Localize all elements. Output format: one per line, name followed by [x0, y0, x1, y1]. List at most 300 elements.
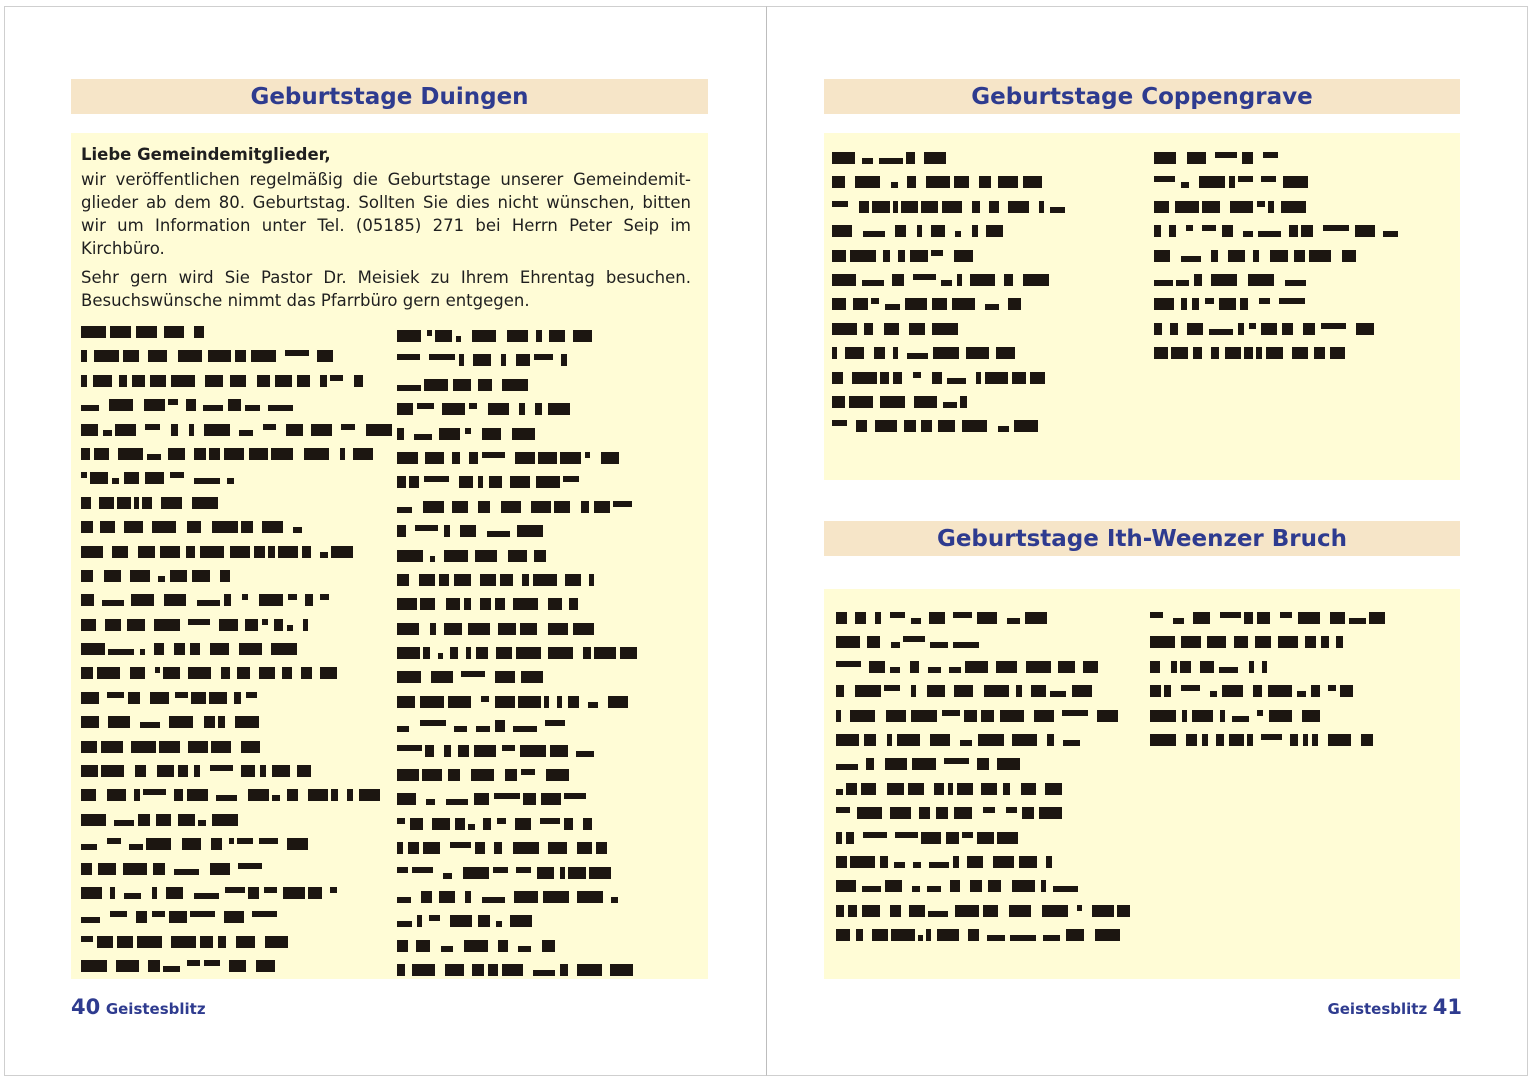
redaction-block — [1186, 734, 1197, 746]
redaction-block — [317, 350, 333, 362]
redaction-block — [1283, 176, 1308, 188]
redaction-block — [549, 330, 565, 342]
redaction-block — [1154, 152, 1176, 164]
redaction-block — [952, 298, 975, 310]
redaction-block — [1262, 661, 1267, 673]
redaction-block — [1019, 856, 1037, 868]
redaction-block — [1053, 886, 1078, 892]
redaction-block — [1009, 905, 1031, 917]
intro-text — [81, 143, 691, 318]
redaction-block — [856, 420, 867, 432]
redaction-block — [397, 354, 420, 360]
redaction-block — [1150, 710, 1176, 722]
redaction-block — [495, 598, 505, 610]
redacted-entry — [81, 567, 381, 591]
redaction-block — [397, 940, 408, 952]
redaction-block — [977, 612, 997, 624]
redaction-block — [864, 734, 876, 746]
redaction-block — [81, 643, 105, 655]
redaction-block — [103, 430, 112, 436]
redaction-block — [565, 574, 581, 586]
redaction-block — [427, 330, 432, 336]
redaction-block — [944, 758, 969, 764]
redaction-block — [397, 525, 406, 537]
redacted-entry — [81, 543, 381, 567]
redaction-block — [1289, 225, 1298, 237]
redaction-block — [1095, 929, 1120, 941]
redaction-block — [81, 741, 97, 753]
heading-duingen: Geburtstage Duingen — [71, 79, 708, 114]
redaction-block — [124, 472, 139, 484]
redaction-block — [1244, 347, 1253, 359]
redaction-block — [1164, 685, 1171, 697]
redaction-block — [1150, 734, 1176, 746]
redaction-block — [954, 176, 969, 188]
redaction-block — [948, 783, 953, 795]
redaction-block — [983, 905, 998, 917]
redacted-entry — [836, 877, 1136, 901]
redaction-block — [514, 891, 538, 903]
redaction-block — [987, 935, 1005, 941]
redaction-block — [538, 452, 557, 464]
redaction-block — [1023, 274, 1049, 286]
redaction-block — [463, 867, 489, 879]
redaction-block — [1314, 347, 1325, 359]
redaction-block — [475, 550, 497, 562]
redaction-block — [1181, 256, 1201, 262]
redaction-block — [297, 765, 311, 777]
redaction-block — [1268, 201, 1274, 213]
redaction-block — [452, 501, 468, 513]
redaction-block — [178, 814, 195, 826]
redaction-block — [1097, 710, 1118, 722]
redaction-block — [495, 720, 505, 732]
redaction-block — [1202, 201, 1220, 213]
redacted-entry — [81, 860, 381, 884]
redaction-block — [308, 789, 328, 801]
redaction-block — [241, 741, 260, 753]
redaction-block — [81, 497, 91, 509]
redacted-entry — [81, 347, 381, 371]
redaction-block — [884, 685, 900, 691]
redaction-block — [1023, 176, 1042, 188]
redaction-block — [124, 521, 143, 533]
redaction-block — [1046, 856, 1052, 868]
redaction-block — [409, 476, 419, 488]
magazine-name-right: Geistesblitz — [1327, 1000, 1428, 1018]
redaction-block — [241, 765, 255, 777]
redaction-block — [852, 372, 877, 384]
redaction-block — [397, 403, 413, 415]
redaction-block — [879, 158, 903, 164]
redaction-block — [1205, 298, 1214, 304]
redacted-entry — [397, 717, 697, 741]
redaction-block — [516, 354, 530, 366]
redaction-block — [138, 546, 155, 558]
redaction-block — [414, 434, 432, 440]
redaction-block — [102, 600, 124, 606]
redaction-block — [836, 636, 860, 648]
redaction-block — [979, 176, 991, 188]
redaction-block — [1193, 347, 1202, 359]
redaction-block — [110, 887, 115, 899]
redaction-block — [887, 783, 904, 795]
redaction-block — [454, 726, 467, 732]
redaction-block — [439, 574, 449, 586]
redaction-block — [588, 702, 598, 708]
redaction-block — [81, 375, 87, 387]
redaction-block — [953, 642, 979, 648]
footer-left — [71, 995, 206, 1019]
redacted-entry — [836, 682, 1136, 706]
page-number-left: 40 — [71, 995, 101, 1019]
redaction-block — [1240, 298, 1248, 310]
redaction-block — [100, 521, 115, 533]
redaction-block — [867, 636, 880, 648]
redaction-block — [171, 424, 178, 436]
redaction-block — [1261, 734, 1282, 740]
duingen-list-right — [397, 327, 697, 986]
redaction-block — [331, 546, 353, 558]
redacted-entry — [81, 762, 381, 786]
redaction-block — [190, 643, 200, 655]
redaction-block — [955, 231, 961, 237]
redaction-block — [1150, 636, 1175, 648]
redaction-block — [174, 643, 185, 655]
redaction-block — [187, 789, 208, 801]
redaction-block — [848, 905, 857, 917]
redaction-block — [242, 594, 248, 600]
redaction-block — [482, 897, 505, 903]
redaction-block — [186, 546, 195, 558]
redaction-block — [252, 911, 277, 917]
redaction-block — [397, 726, 409, 732]
redaction-block — [914, 396, 937, 408]
redaction-block — [569, 598, 578, 610]
redaction-block — [182, 838, 201, 850]
redaction-block — [99, 497, 114, 509]
redaction-block — [932, 372, 942, 384]
redaction-block — [397, 452, 418, 464]
redaction-block — [533, 574, 557, 586]
redaction-block — [1117, 905, 1130, 917]
redaction-block — [259, 667, 275, 679]
redaction-block — [968, 929, 979, 941]
redaction-block — [1171, 661, 1177, 673]
redaction-block — [148, 350, 167, 362]
redaction-block — [601, 452, 619, 464]
redaction-block — [1181, 182, 1189, 188]
redaction-block — [846, 832, 854, 844]
redaction-block — [911, 710, 937, 722]
redaction-block — [140, 649, 145, 655]
redacted-entry — [832, 198, 1132, 222]
redaction-block — [901, 201, 918, 213]
redaction-block — [450, 647, 458, 659]
redaction-block — [893, 201, 898, 213]
redaction-block — [155, 667, 160, 673]
redaction-block — [308, 887, 322, 899]
redaction-block — [536, 330, 542, 342]
intro-paragraph-2: Sehr gern wird Sie Pastor Dr. Meisiek zu Ihrem Ehrentag besuchen. Besuchswünsche nimmt das Pfarrbüro gern entgegen. — [81, 268, 691, 310]
redaction-block — [81, 594, 94, 606]
redaction-block — [832, 372, 843, 384]
redaction-block — [576, 751, 594, 757]
redaction-block — [397, 476, 406, 488]
redaction-block — [1219, 667, 1238, 673]
redacted-entry — [836, 926, 1136, 950]
redaction-block — [397, 769, 419, 781]
redacted-entry — [832, 222, 1132, 246]
redaction-block — [397, 671, 421, 683]
redaction-block — [483, 818, 491, 830]
redaction-block — [589, 574, 594, 586]
redacted-entry — [397, 790, 697, 814]
redaction-block — [174, 869, 199, 875]
redaction-block — [890, 667, 900, 673]
redaction-block — [1211, 250, 1218, 262]
redaction-block — [1290, 734, 1298, 746]
redaction-block — [1021, 783, 1036, 795]
redaction-block — [596, 842, 607, 854]
redaction-block — [209, 448, 220, 460]
redaction-block — [220, 570, 230, 582]
redaction-block — [1336, 636, 1343, 648]
redaction-block — [476, 726, 490, 732]
redaction-block — [910, 250, 928, 262]
redaction-block — [415, 525, 438, 531]
redaction-block — [81, 863, 92, 875]
redaction-block — [265, 936, 288, 948]
redaction-block — [480, 574, 496, 586]
redaction-block — [1207, 636, 1226, 648]
redaction-block — [946, 832, 959, 844]
redaction-block — [1229, 176, 1235, 188]
redaction-block — [429, 354, 455, 360]
redaction-block — [431, 671, 453, 683]
redaction-block — [563, 476, 579, 482]
redaction-block — [1261, 323, 1277, 335]
redaction-block — [410, 818, 423, 830]
redaction-block — [534, 354, 553, 360]
redaction-block — [911, 685, 916, 697]
redaction-block — [937, 929, 959, 941]
redaction-block — [473, 354, 491, 366]
redaction-block — [1330, 612, 1345, 624]
redacted-entry — [81, 591, 381, 615]
redacted-entry — [397, 815, 697, 839]
redaction-block — [1186, 225, 1193, 231]
redacted-entry — [832, 417, 1132, 441]
redaction-block — [293, 527, 302, 533]
redaction-block — [880, 856, 888, 868]
redaction-block — [271, 643, 297, 655]
redacted-entry — [1150, 731, 1450, 755]
redaction-block — [439, 891, 455, 903]
redaction-block — [466, 647, 471, 659]
redaction-block — [147, 454, 161, 460]
redaction-block — [146, 838, 171, 850]
redaction-block — [957, 783, 973, 795]
redaction-block — [456, 336, 461, 342]
redaction-block — [471, 769, 494, 781]
redaction-block — [421, 891, 432, 903]
redacted-entry — [397, 620, 697, 644]
redaction-block — [1004, 274, 1013, 286]
redaction-block — [515, 452, 535, 464]
footer-right — [1327, 995, 1462, 1019]
redaction-block — [983, 807, 995, 813]
redaction-block — [81, 546, 103, 558]
redaction-block — [885, 758, 907, 770]
redaction-block — [577, 842, 592, 854]
redaction-block — [1010, 935, 1036, 941]
redaction-block — [836, 764, 858, 770]
redaction-block — [1180, 661, 1191, 673]
redaction-block — [544, 696, 549, 708]
redaction-block — [204, 424, 230, 436]
redaction-block — [286, 424, 303, 436]
redaction-block — [965, 661, 988, 673]
redaction-block — [397, 842, 403, 854]
redaction-block — [500, 574, 513, 586]
redaction-block — [129, 844, 143, 850]
redacted-entry — [81, 713, 381, 737]
redacted-entry — [836, 853, 1136, 877]
redaction-block — [209, 692, 227, 704]
redaction-block — [230, 546, 250, 558]
redaction-block — [107, 838, 121, 844]
redaction-block — [187, 960, 200, 966]
redaction-block — [186, 399, 196, 411]
redaction-block — [594, 501, 610, 513]
redaction-block — [112, 478, 119, 484]
redaction-block — [194, 765, 200, 777]
redaction-block — [1154, 225, 1161, 237]
redacted-entry — [1154, 247, 1454, 271]
redaction-block — [989, 201, 999, 213]
redaction-block — [859, 201, 869, 213]
redaction-block — [516, 647, 541, 659]
redacted-entry — [397, 742, 697, 766]
redaction-block — [459, 476, 473, 488]
redaction-block — [1041, 880, 1046, 892]
redaction-block — [285, 350, 309, 356]
redaction-block — [1150, 661, 1160, 673]
redaction-block — [1012, 372, 1026, 384]
redaction-block — [81, 521, 93, 533]
redaction-block — [464, 598, 471, 610]
redaction-block — [192, 570, 210, 582]
redaction-block — [287, 625, 293, 631]
redaction-block — [845, 347, 864, 359]
redaction-block — [832, 396, 845, 408]
redaction-block — [921, 420, 932, 432]
redaction-block — [216, 795, 237, 801]
redaction-block — [170, 570, 187, 582]
redacted-entry — [832, 295, 1132, 319]
redacted-entry — [397, 522, 697, 546]
redaction-block — [1003, 783, 1010, 795]
redaction-block — [445, 964, 464, 976]
redaction-block — [264, 887, 277, 893]
redaction-block — [283, 887, 305, 899]
redacted-entry — [81, 640, 381, 664]
redaction-block — [187, 521, 201, 533]
redaction-block — [260, 765, 266, 777]
redaction-block — [397, 623, 419, 635]
redacted-entry — [397, 888, 697, 912]
redaction-block — [955, 905, 979, 917]
redaction-block — [397, 818, 405, 824]
redaction-block — [469, 403, 477, 409]
redaction-block — [229, 838, 234, 844]
redacted-entry — [81, 494, 381, 518]
redacted-entry — [836, 609, 1136, 633]
redaction-block — [908, 783, 924, 795]
coppengrave-list-left — [832, 149, 1132, 442]
redaction-block — [444, 623, 462, 635]
redaction-block — [200, 936, 213, 948]
redaction-block — [502, 745, 515, 751]
redaction-block — [535, 403, 542, 415]
redaction-block — [422, 769, 442, 781]
redaction-block — [520, 623, 537, 635]
redaction-block — [194, 448, 206, 460]
redaction-block — [545, 720, 565, 726]
redaction-block — [932, 323, 958, 335]
redacted-entry — [836, 804, 1136, 828]
redaction-block — [998, 176, 1018, 188]
redaction-block — [1199, 176, 1225, 188]
redaction-block — [245, 405, 260, 411]
redaction-block — [913, 862, 921, 868]
redaction-block — [256, 960, 275, 972]
redaction-block — [330, 887, 337, 893]
redaction-block — [832, 225, 852, 237]
redaction-block — [397, 867, 408, 873]
redacted-entry — [836, 707, 1136, 731]
redaction-block — [1369, 612, 1385, 624]
redacted-entry — [81, 396, 381, 420]
redaction-block — [846, 783, 857, 795]
redaction-block — [495, 671, 515, 683]
redaction-block — [941, 280, 952, 286]
redaction-block — [942, 201, 962, 213]
redaction-block — [832, 420, 847, 426]
redaction-block — [981, 783, 997, 795]
redaction-block — [875, 420, 897, 432]
heading-ith-weenzer-bruch: Geburtstage Ith-Weenzer Bruch — [824, 521, 1460, 556]
redaction-block — [1270, 250, 1288, 262]
redaction-block — [1281, 201, 1306, 213]
redacted-entry — [81, 689, 381, 713]
redaction-block — [1175, 201, 1199, 213]
redaction-block — [81, 716, 99, 728]
redaction-block — [107, 789, 126, 801]
redaction-block — [1083, 661, 1098, 673]
redaction-block — [1042, 905, 1068, 917]
redaction-block — [577, 964, 602, 976]
greeting: Liebe Gemeindemitglieder, — [81, 145, 331, 164]
redaction-block — [531, 501, 551, 513]
redaction-block — [548, 623, 568, 635]
redaction-block — [152, 521, 176, 533]
redaction-block — [81, 326, 106, 338]
redaction-block — [929, 862, 949, 868]
redaction-block — [1258, 231, 1281, 237]
redaction-block — [432, 818, 450, 830]
